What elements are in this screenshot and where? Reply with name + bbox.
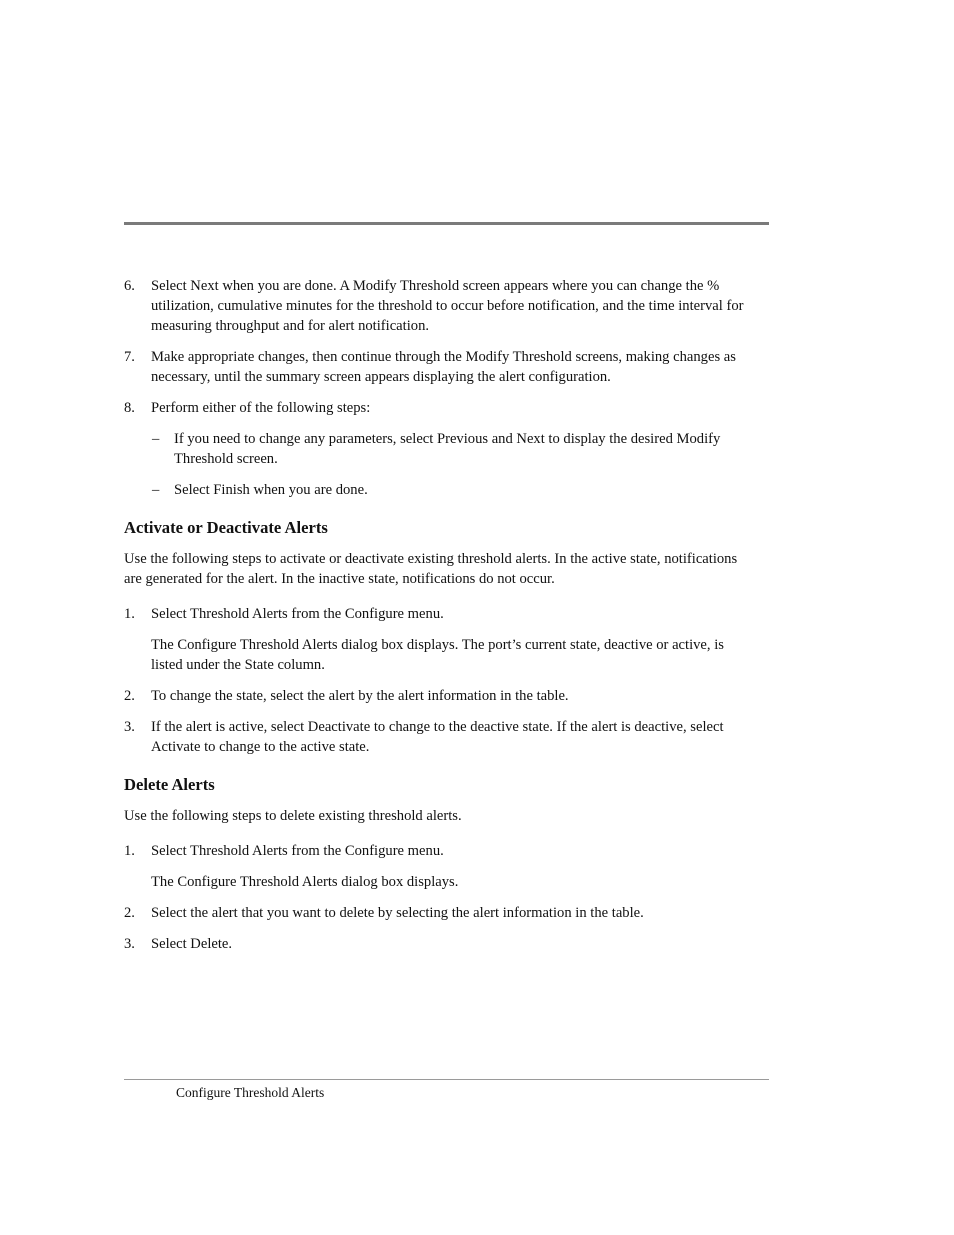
footer-rule [124,1079,769,1080]
item-text: To change the state, select the alert by the alert information in the table. [151,688,569,704]
list-item [124,276,749,336]
item-number: 2. [124,905,135,921]
item-text: Select Next when you are done. A Modify Threshold screen appears where you can change the % utilization, cumulative minutes for the threshold to occur before notification, and the time interval for measuring throughput and for alert notification. [151,278,744,334]
list-item [124,934,749,954]
item-number: 6. [124,278,135,294]
item-text: Select Threshold Alerts from the Configure menu. [151,843,444,859]
list-item [124,903,749,923]
item-text: Make appropriate changes, then continue through the Modify Threshold screens, making changes as necessary, until the summary screen appears displaying the alert configuration. [151,349,736,385]
sub-list-item [124,480,749,500]
list-item [124,398,749,418]
dash-bullet: – [152,482,160,498]
item-number: 3. [124,719,135,735]
footer-title: Configure Threshold Alerts [176,1085,325,1100]
item-text: If the alert is active, select Deactivate to change to the deactive state. If the alert is deactive, select Activate to change to the active state. [151,719,724,755]
sub-item-text: Select Finish when you are done. [174,482,368,498]
item-text: Select Delete. [151,936,233,952]
sub-list-item [124,429,749,469]
section-intro-delete: Use the following steps to delete existing threshold alerts. [124,808,462,824]
item-text: Perform either of the following steps: [151,400,371,416]
item-number: 8. [124,400,135,416]
item-number: 3. [124,936,135,952]
item-number: 1. [124,606,135,622]
item-text: Select Threshold Alerts from the Configure menu. [151,606,444,622]
item-note: The Configure Threshold Alerts dialog box displays. The port’s current state, deactive or active, is listed under the State column. [151,637,724,673]
section-heading-activate: Activate or Deactivate Alerts [124,518,328,537]
item-note: The Configure Threshold Alerts dialog box displays. [151,874,459,890]
list-item [124,717,749,757]
item-number: 7. [124,349,135,365]
item-text: Select the alert that you want to delete by selecting the alert information in the table. [151,905,644,921]
sub-item-text: If you need to change any parameters, select Previous and Next to display the desired Modify Threshold screen. [174,431,721,467]
item-number: 2. [124,688,135,704]
list-item [124,841,749,861]
list-item [124,347,749,387]
list-item [124,604,749,624]
header-rule [124,222,769,225]
page-content [124,276,749,965]
item-number: 1. [124,843,135,859]
section-heading-delete: Delete Alerts [124,775,215,794]
dash-bullet: – [152,431,160,447]
list-item [124,686,749,706]
section-intro-activate: Use the following steps to activate or deactivate existing threshold alerts. In the active state, notifications are generated for the alert. In the inactive state, notifications do not occur. [124,551,738,587]
